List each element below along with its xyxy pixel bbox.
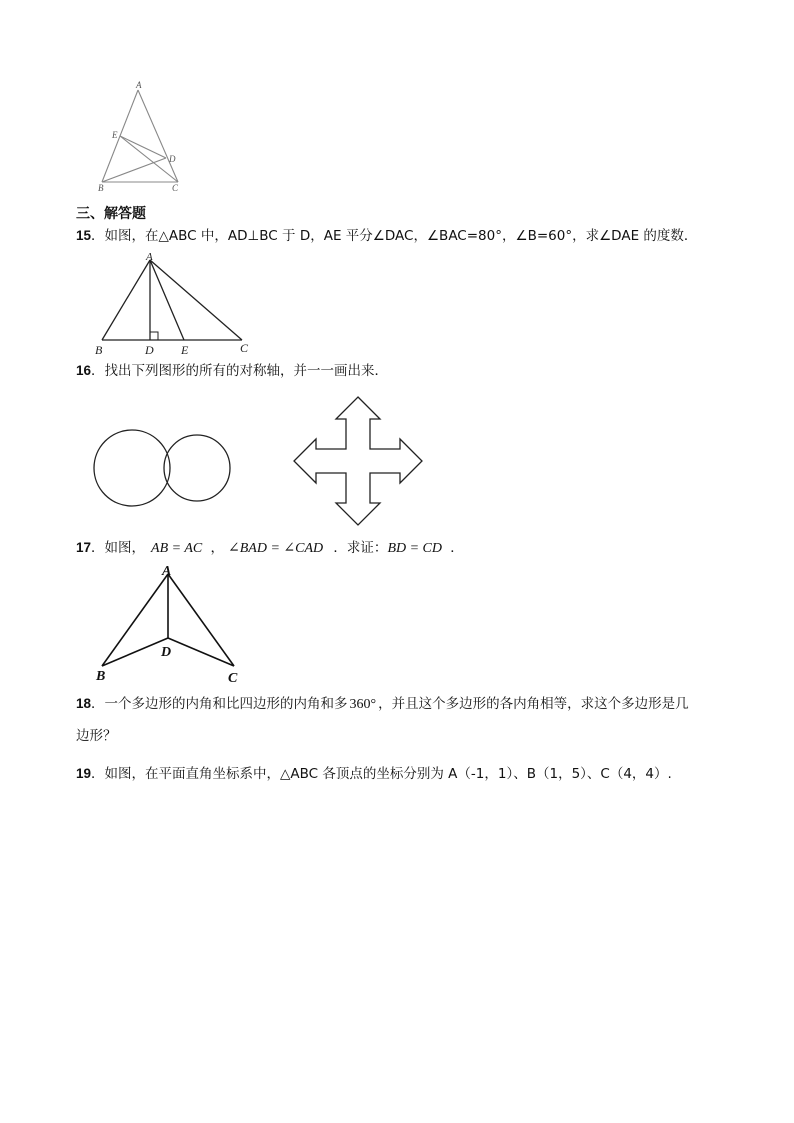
section-title: 三、解答题: [76, 206, 146, 222]
math-degree-value: 360°: [349, 697, 377, 712]
separator: ，: [206, 540, 225, 556]
label-d: D: [169, 154, 176, 164]
figure-four-arrows: [292, 395, 424, 527]
label-b: B: [95, 343, 103, 357]
figure-triangle-aedbc: [90, 78, 190, 194]
math-expr-bd-cd: BD = CD: [387, 541, 442, 556]
label-e: E: [181, 343, 189, 357]
question-text: ．如图，在平面直角坐标系中，△ABC 各顶点的坐标分别为 A（-1，1）、B（1，5）、C（4，4）.: [91, 766, 672, 782]
question-number: 17: [76, 540, 92, 555]
question-18-line2: [76, 727, 117, 745]
circle-right: [164, 435, 230, 501]
cross-arrow-shape: [294, 397, 422, 525]
question-15: [76, 227, 697, 245]
question-19: [76, 765, 672, 783]
label-d: D: [161, 645, 172, 660]
question-number: 15: [76, 228, 92, 243]
question-text: ．一个多边形的内角和比四边形的内角和多: [91, 696, 348, 712]
label-a: A: [136, 80, 142, 90]
question-prefix: ．如图，: [91, 540, 146, 556]
circle-left: [94, 430, 170, 506]
label-b: B: [98, 183, 104, 193]
question-suffix: ．: [446, 540, 464, 556]
math-expr-ab-ac: AB = AC: [151, 541, 203, 556]
label-c: C: [172, 183, 179, 193]
question-text: ．如图，在△ABC 中，AD⊥BC 于 D，AE 平分∠DAC，∠BAC=80°，∠B=60°，求∠DAE 的度数．: [91, 228, 698, 244]
label-c: C: [228, 671, 238, 684]
label-d: D: [145, 343, 154, 357]
question-number: 18: [76, 696, 92, 711]
question-17: [76, 539, 464, 558]
label-b: B: [96, 669, 106, 684]
question-18-line1: [76, 695, 689, 714]
figure-q17-kite: [92, 562, 242, 684]
label-a: A: [162, 564, 172, 579]
figure-q15-triangle: [90, 252, 260, 358]
question-text-rest: ，并且这个多边形的各内角相等，求这个多边形是几: [378, 696, 689, 712]
question-text: ．找出下列图形的所有的对称轴，并一一画出来．: [91, 363, 389, 379]
question-number: 16: [76, 363, 92, 378]
question-number: 19: [76, 766, 92, 781]
label-c: C: [240, 341, 249, 355]
label-a: A: [146, 252, 153, 263]
question-text-line2: 边形？: [76, 728, 117, 744]
figure-two-circles: [90, 422, 236, 514]
math-expr-angles: ∠BAD = ∠CAD: [228, 541, 324, 556]
question-16: [76, 362, 388, 380]
label-e: E: [112, 130, 118, 140]
question-mid: ．求证：: [329, 540, 388, 556]
